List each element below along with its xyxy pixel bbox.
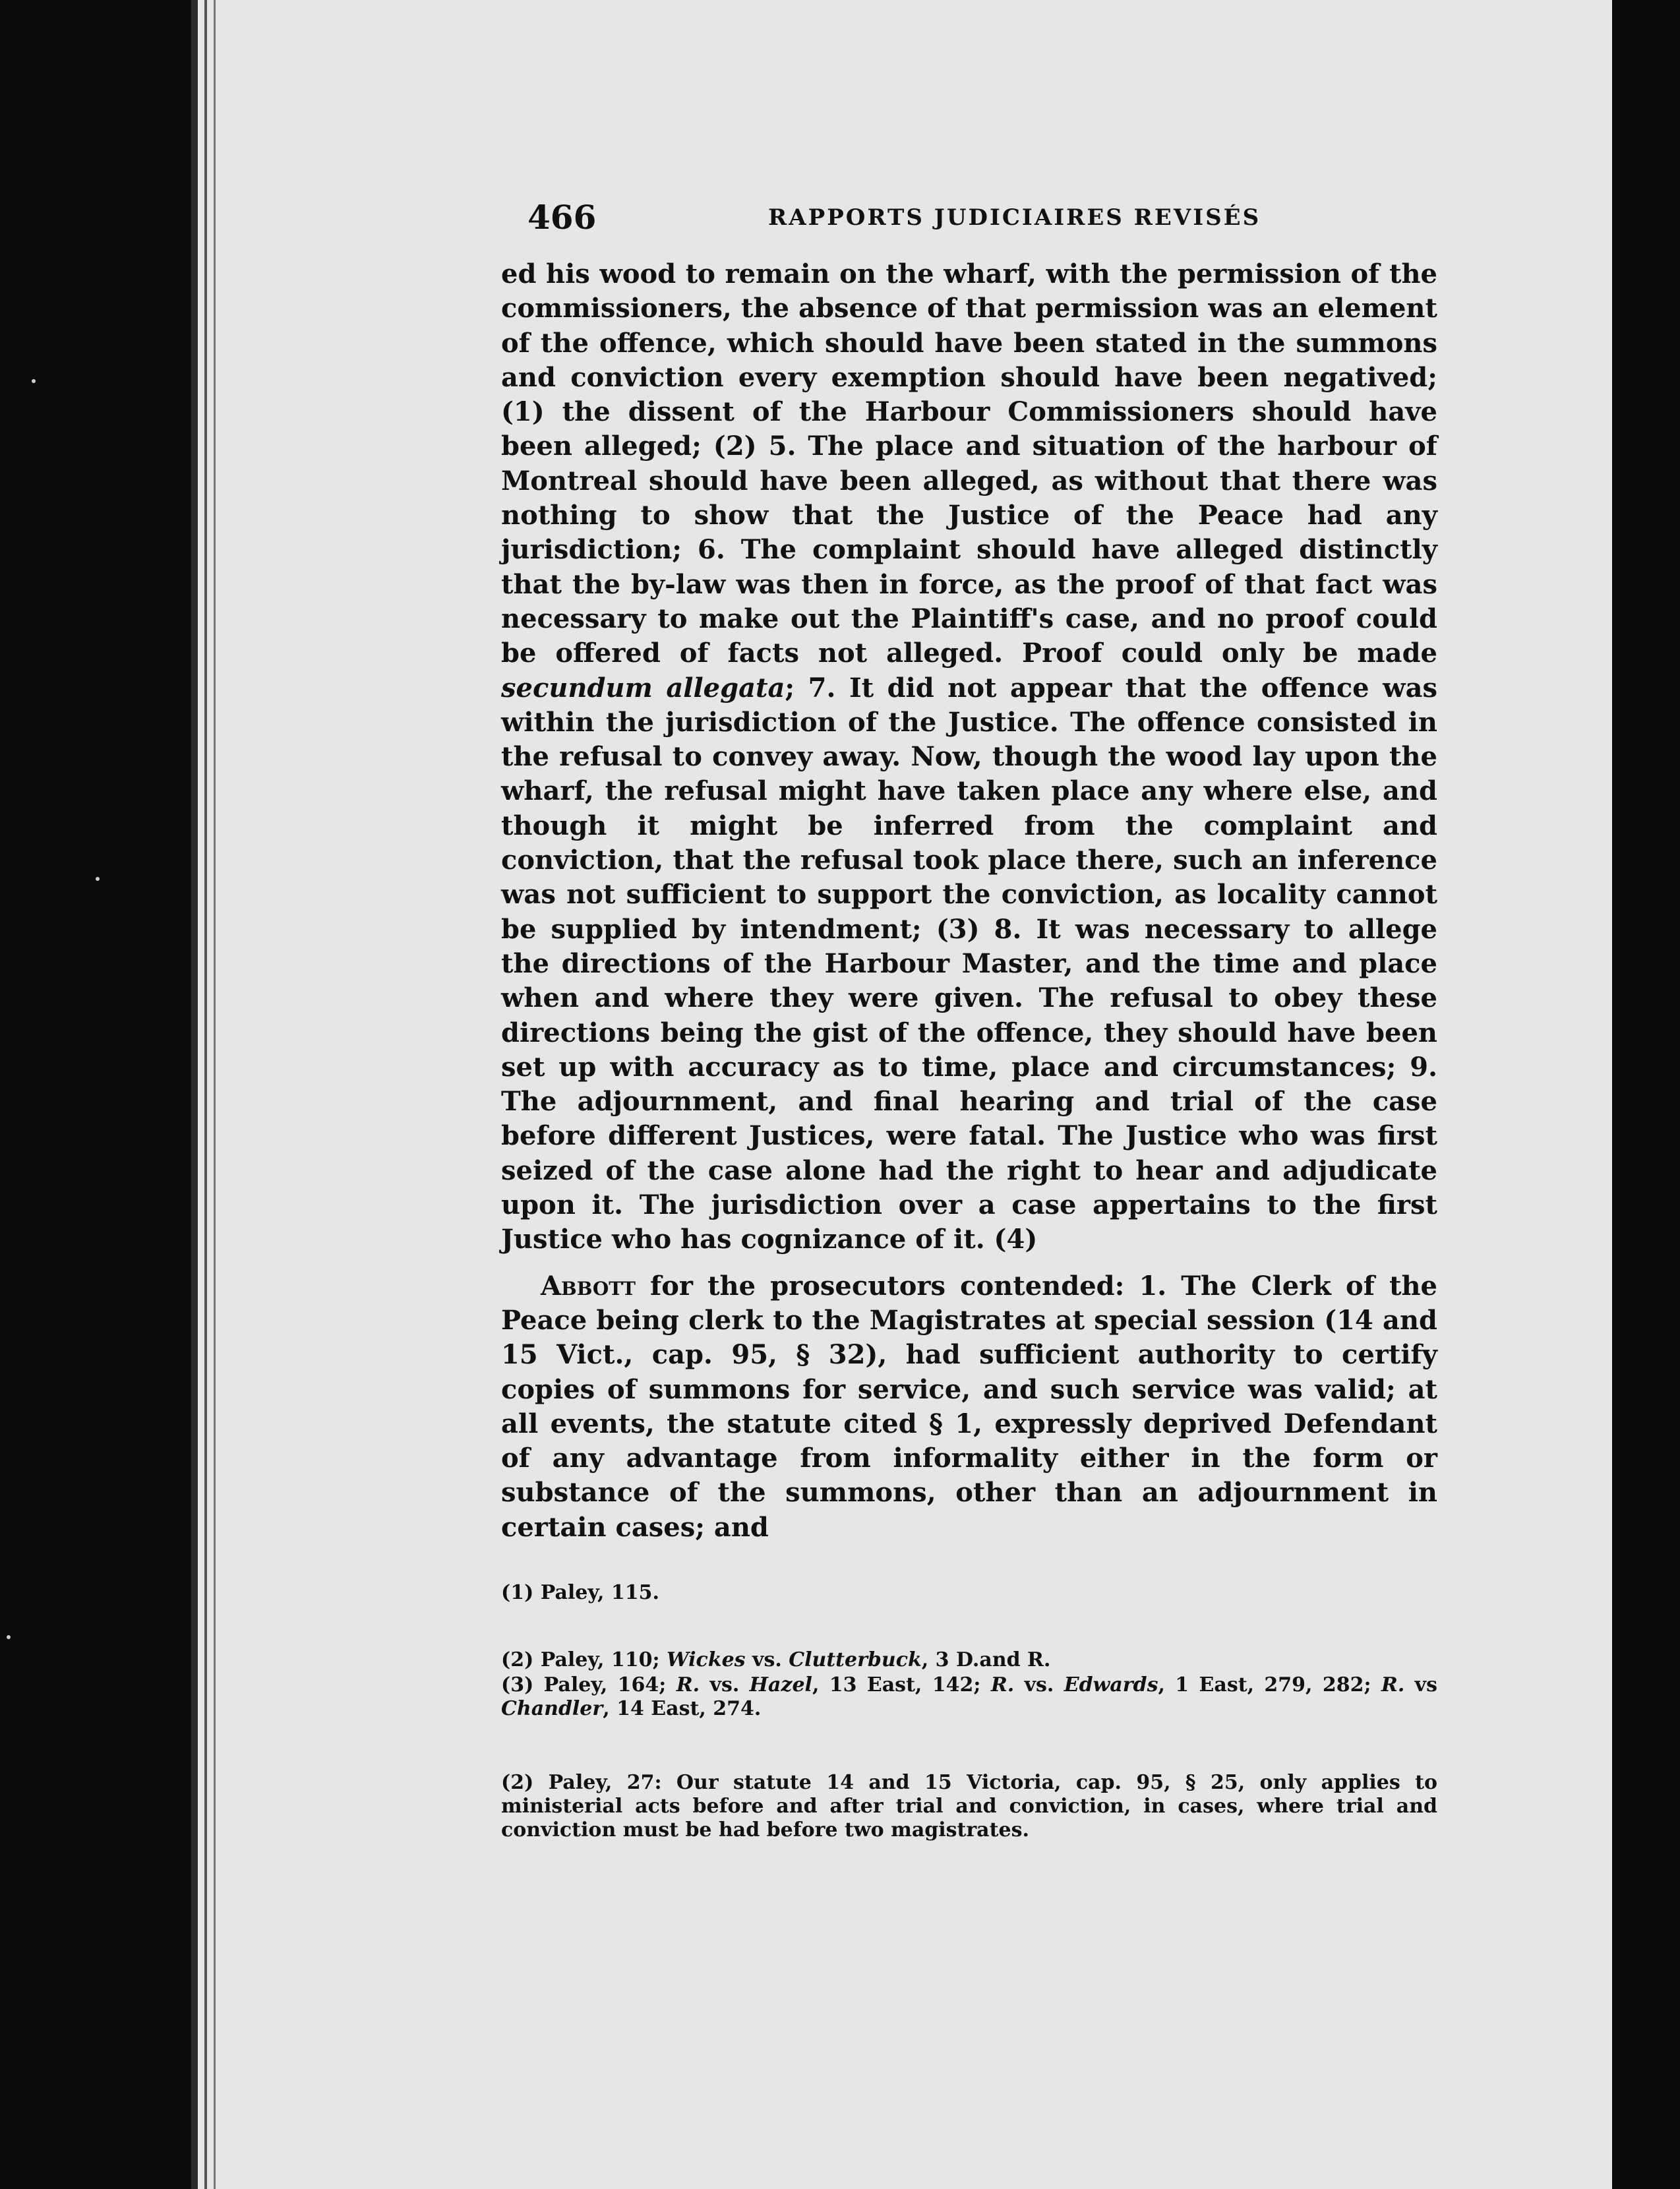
footnote — [501, 1673, 1437, 1721]
scan-speck — [7, 1635, 11, 1639]
case-name: Hazel — [749, 1673, 812, 1696]
page-edge-line — [204, 0, 207, 2189]
scan-speck — [96, 877, 100, 881]
case-name: Clutterbuck — [789, 1648, 922, 1671]
scan-speck — [32, 379, 36, 383]
page-header — [0, 198, 1680, 237]
footnote — [501, 1648, 1437, 1672]
footnote-text: (2) Paley, 27: Our statute 14 and 15 Victoria, cap. 95, § 25, only applies to ministerial acts before and after trial and conviction, in cases, where trial and conviction must be had before two magistrates. — [501, 1771, 1437, 1842]
footnote-text: vs. — [745, 1648, 789, 1671]
latin-phrase: secundum allegata — [501, 672, 785, 704]
paragraph — [501, 257, 1437, 1257]
footnote-text: (1) Paley, 115. — [501, 1581, 659, 1604]
paragraph-text: for the prosecutors contended: 1. The Clerk of the Peace being clerk to the Magistrates at special session (14 and 15 Vict., cap. 95, § 32), had sufficient authority to certify copies of summons for service, and such service was valid; at all events, the statute cited § 1, expressly deprived Defendant of any advantage from informality either in the form or substance of the summons, other than an adjournment in certain cases; and — [501, 1270, 1437, 1543]
footnote-text: , 1 East, 279, 282; — [1158, 1673, 1381, 1696]
footnote-text: , 14 East, 274. — [603, 1697, 762, 1720]
case-name: Wickes — [666, 1648, 746, 1671]
footnote — [501, 1771, 1437, 1842]
counsel-name: Abbott — [541, 1270, 636, 1302]
case-name: Chandler — [501, 1697, 603, 1720]
main-text — [501, 257, 1437, 1545]
paragraph — [501, 1269, 1437, 1545]
footnote-text: , 3 D.and R. — [921, 1648, 1051, 1671]
footnote-text: , 13 East, 142; — [812, 1673, 991, 1696]
footnote-text: vs. — [700, 1673, 750, 1696]
page-edge-shadow — [191, 0, 198, 2189]
page-edge-line — [214, 0, 216, 2189]
case-name: R. — [676, 1673, 700, 1696]
paragraph-text: ed his wood to remain on the wharf, with the permission of the commissioners, the absence of that permission was an element of the offence, which should have been stated in the summons and conviction every exemption should have been negatived; (1) the dissent of the Harbour Commissioners should have been alleged; (2) 5. The place and situation of the harbour of Montreal should have been alleged, as without that there was nothing to show that the Justice of the Peace had any jurisdiction; 6. The complaint should have alleged distinctly that the by-law was then in force, as the proof of that fact was necessary to make out the Plaintiff's case, and no proof could be offered of facts not alleged. Proof could only be made — [501, 258, 1437, 669]
footnote-text: vs. — [1014, 1673, 1064, 1696]
page-number: 466 — [527, 198, 597, 237]
right-dark-margin — [1612, 0, 1680, 2189]
footnote — [501, 1581, 1437, 1605]
footnote-text: (2) Paley, 110; — [501, 1648, 667, 1671]
footnote-text: (3) Paley, 164; — [501, 1673, 676, 1696]
case-name: R. — [1381, 1673, 1405, 1696]
running-title: RAPPORTS JUDICIAIRES REVISÉS — [768, 204, 1261, 231]
footnote-text: vs — [1404, 1673, 1437, 1696]
paragraph-text: ; 7. It did not appear that the offence was within the jurisdiction of the Justice. The offence consisted in the refusal to convey away. Now, though the wood lay upon the wharf, the refusal might have taken place any where else, and though it might be inferred from the complaint and conviction, that the refusal took place there, such an inference was not sufficient to support the conviction, as locality cannot be supplied by intendment; (3) 8. It was necessary to allege the directions of the Harbour Master, and the time and place when and where they were given. The refusal to obey these directions being the gist of the offence, they should have been set up with accuracy as to time, place and circumstances; 9. The adjournment, and final hearing and trial of the case before different Justices, were fatal. The Justice who was first seized of the case alone had the right to hear and adjudicate upon it. The jurisdiction over a case appertains to the first Justice who has cognizance of it. (4) — [501, 672, 1437, 1255]
case-name: Edwards — [1064, 1673, 1158, 1696]
case-name: R. — [990, 1673, 1015, 1696]
